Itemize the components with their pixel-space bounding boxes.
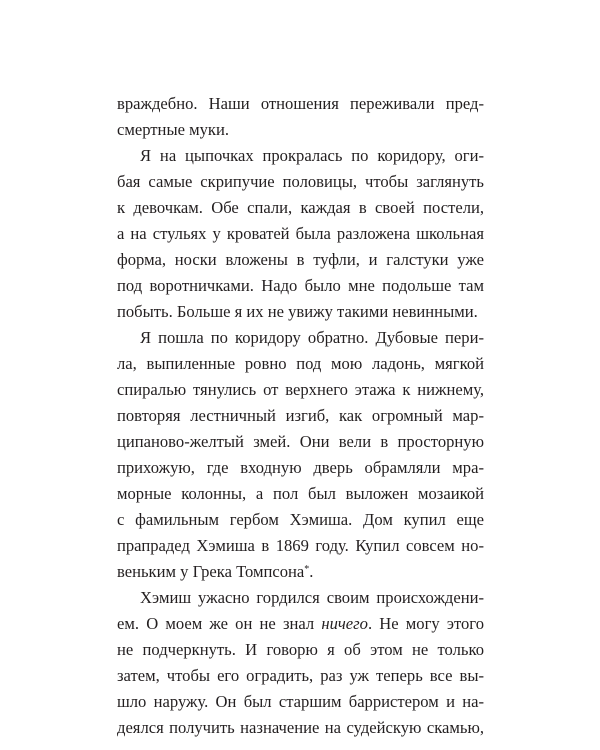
body-line: бая самые скрипучие половицы, чтобы заглянуть — [117, 172, 484, 191]
body-line-text: ем. О моем же он не знал — [117, 614, 322, 633]
body-line: ла, выпиленные ровно под мою ладонь, мягкой — [117, 354, 484, 373]
body-line: ципаново-желтый змей. Они вели в просторную — [117, 432, 484, 451]
body-line: прихожую, где входную дверь обрамляли мра- — [117, 458, 484, 477]
body-line: форма, носки вложены в туфли, и галстуки уже — [117, 250, 484, 269]
body-line: морные колонны, а пол был выложен мозаикой — [117, 484, 484, 503]
body-line: прапрадед Хэмиша в 1869 году. Купил совсем но- — [117, 536, 484, 555]
body-line-with-emphasis — [117, 611, 484, 637]
body-line: затем, чтобы его оградить, раз уж теперь все вы- — [117, 666, 484, 685]
body-line: Хэмиш ужасно гордился своим происхождени- — [140, 588, 484, 607]
body-line: деялся получить назначение на судейскую скамью, — [117, 718, 484, 737]
sentence-end: . — [309, 562, 314, 581]
body-line: повторяя лестничный изгиб, как огромный мар- — [117, 406, 484, 425]
footnote-marker: * — [304, 564, 310, 575]
body-line: не подчеркнуть. И говорю я об этом не только — [117, 640, 484, 659]
body-line: под воротничками. Надо было мне подольше там — [117, 276, 484, 295]
body-line: шло наружу. Он был старшим барристером и на- — [117, 692, 484, 711]
body-line: побыть. Больше я их не увижу такими невинными. — [117, 302, 478, 321]
body-line: к девочкам. Обе спали, каждая в своей постели, — [117, 198, 484, 217]
body-line: а на стульях у кроватей была разложена школьная — [117, 224, 484, 243]
body-line-with-footnote — [117, 559, 484, 585]
body-line: Я пошла по коридору обратно. Дубовые пери- — [140, 328, 484, 347]
emphasis-text: ничего — [321, 614, 368, 633]
body-line: с фамильным гербом Хэмиша. Дом купил еще — [117, 510, 484, 529]
body-line-text: . Не могу этого — [367, 614, 484, 633]
body-line: Я на цыпочках прокралась по коридору, оги- — [140, 146, 484, 165]
body-line-text: веньким у Грека Томпсона — [117, 562, 305, 581]
body-line: смертные муки. — [117, 120, 229, 139]
body-line: враждебно. Наши отношения переживали пред- — [117, 94, 484, 113]
body-line: спиралью тянулись от верхнего этажа к нижнему, — [117, 380, 484, 399]
